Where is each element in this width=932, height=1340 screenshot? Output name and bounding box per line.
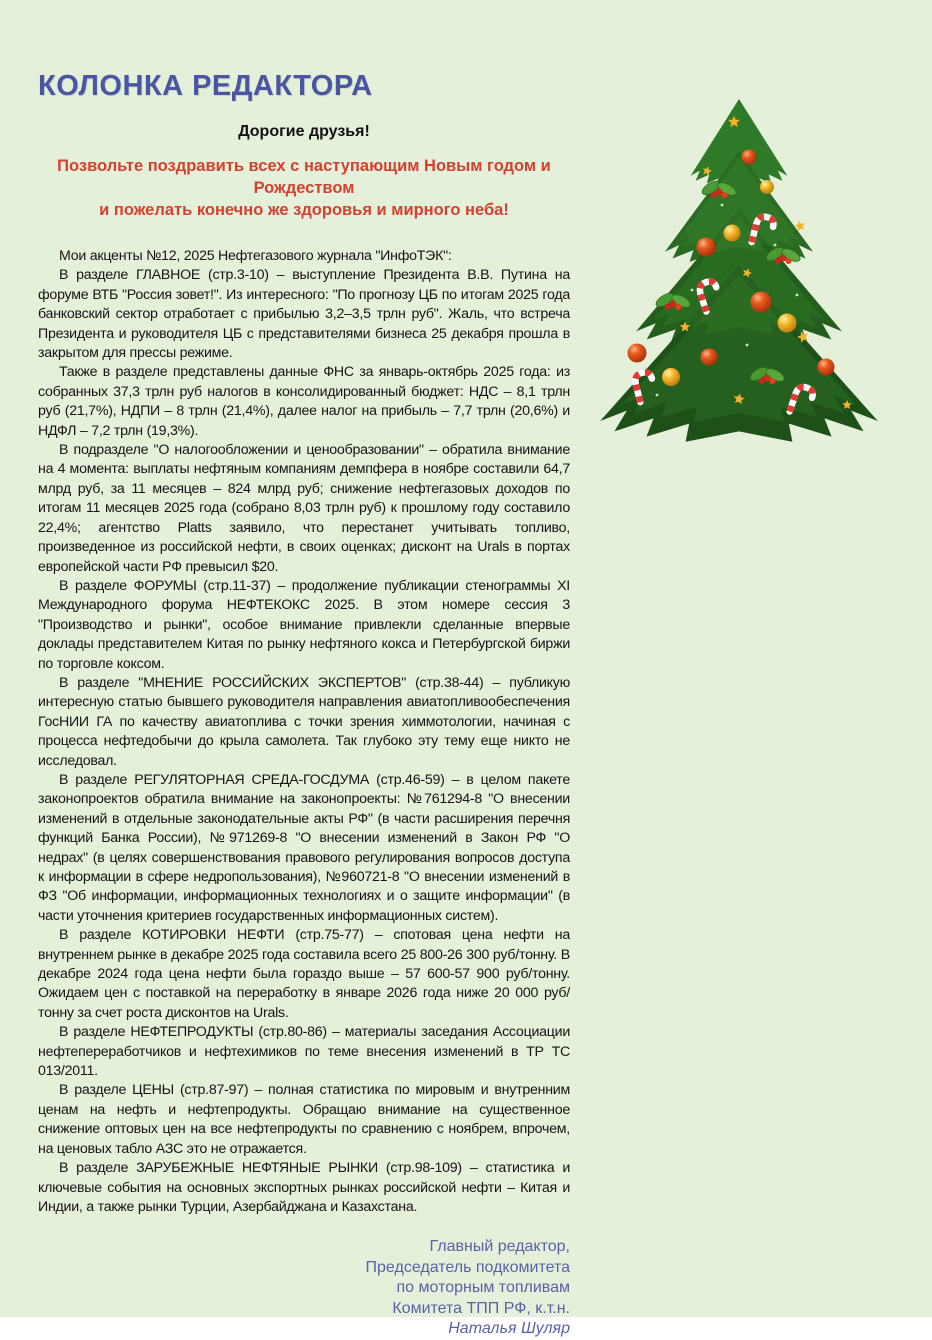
christmas-tree-icon bbox=[597, 95, 883, 447]
body-paragraph: В разделе ГЛАВНОЕ (стр.3-10) – выступление Президента В.В. Путина на форуме ВТБ "Россия зовет!". Из интересного: "По прогнозу ЦБ по итогам 2025 года банковский сектор отработает с прибылью 3,2–3,5 трлн руб". Жаль, что встреча Президента и руководителя ЦБ с представителями бизнеса 25 декабря прошла в закрытом для прессы режиме. bbox=[38, 267, 570, 362]
editor-notes bbox=[38, 247, 570, 1217]
text-column bbox=[38, 70, 570, 1340]
body-paragraph: В разделе КОТИРОВКИ НЕФТИ (стр.75-77) – спотовая цена нефти на внутреннем рынке в декабре 2025 года составила всего 25 800-26 300 руб/тонну. В декабре 2024 года цена нефти была гораздо выше – 57 600-57 900 руб/тонну. Ожидаем цен с поставкой на переработку в январе 2026 года ниже 20 000 руб/тонну за счет роста дисконтов на Urals. bbox=[38, 927, 570, 1021]
greeting: Дорогие друзья! bbox=[238, 123, 370, 140]
body-paragraph: Также в разделе представлены данные ФНС за январь-октябрь 2025 года: из собранных 37,3 трлн руб налогов в консолидированный бюджет: НДС – 8,1 трлн руб (21,7%), НДПИ – 8 трлн (21,4%), далее налог на прибыль – 7,7 трлн (20,6%) и НДФЛ – 7,2 трлн (19,3%). bbox=[38, 364, 570, 439]
body-paragraph: В разделе "МНЕНИЕ РОССИЙСКИХ ЭКСПЕРТОВ" (стр.38-44) – публикую интересную статью бывшего руководителя направления авиатопливообеспечения ГосНИИ ГА по качеству авиатоплива с точки зрения химмотологии, начиная с процесса нефтедобычи до крыла самолета. Так глубоко эту тему еще никто не исследовал. bbox=[38, 674, 570, 769]
body-paragraph: В разделе НЕФТЕПРОДУКТЫ (стр.80-86) – материалы заседания Ассоциации нефтепереработчиков и нефтехимиков по теме внесения изменений в ТР ТС 013/2011. bbox=[38, 1024, 570, 1080]
signature-line: Главный редактор, bbox=[429, 1238, 570, 1256]
signature-line: Председатель подкомитета bbox=[365, 1258, 570, 1276]
page-title: КОЛОНКА РЕДАКТОРА bbox=[38, 70, 373, 102]
signature-block bbox=[38, 1237, 570, 1340]
body-paragraph: В разделе ФОРУМЫ (стр.11-37) – продолжение публикации стенограммы XI Международного форума НЕФТЕКОКС 2025. В этом номере сессия 3 "Производство и рынки", особое внимание привлекли сделанные впервые доклады представителем Китая по рынку нефтяного кокса и Петербургской биржи по торговле коксом. bbox=[38, 577, 570, 672]
signature-name: Наталья Шуляр bbox=[448, 1320, 570, 1338]
body-paragraph: Мои акценты №12, 2025 Нефтегазового журнала "ИнфоТЭК": bbox=[59, 248, 452, 264]
holiday-message bbox=[38, 155, 570, 221]
body-paragraph: В разделе ЗАРУБЕЖНЫЕ НЕФТЯНЫЕ РЫНКИ (стр.98-109) – статистика и ключевые события на основных экспортных рынках российской нефти – Китая и Индии, а также рынки Турции, Азербайджана и Казахстана. bbox=[38, 1160, 570, 1215]
body-paragraph: В разделе РЕГУЛЯТОРНАЯ СРЕДА-ГОСДУМА (стр.46-59) – в целом пакете законопроектов обратила внимание на законопроекты: №761294-8 "О внесении изменений в отдельные законодательные акты РФ" (в части расширения перечня функций Банка России), №971269-8 "О внесении изменений в Закон РФ "О недрах" (в целях совершенствования правового регулирования вопросов доступа к информации в сфере недропользования), №960721-8 "О внесении изменений в ФЗ "Об информации, информационных технологиях и о защите информации" (в части уточнения критериев государственных информационных систем). bbox=[38, 771, 570, 924]
signature-line: по моторным топливам bbox=[396, 1279, 570, 1297]
body-paragraph: В подразделе "О налогообложении и ценообразовании" – обратила внимание на 4 момента: выплаты нефтяным компаниям демпфера в ноябре составили 64,7 млрд руб, за 11 месяцев – 824 млрд руб; снижение нефтегазовых доходов по итогам 11 месяцев 2025 года (собрано 8,03 трлн руб) к прошлому году составило 22,4%; агентство Platts заявило, что перестанет учитывать топливо, произведенное из российской нефти, в своих оценках; дисконт на Urals в портах европейской части РФ превысил $20. bbox=[38, 442, 570, 575]
signature-line: Комитета ТПП РФ, к.т.н. bbox=[392, 1299, 570, 1317]
body-paragraph: В разделе ЦЕНЫ (стр.87-97) – полная статистика по мировым и внутренним ценам на нефть и нефтепродукты. Обращаю внимание на существенное снижение оптовых цен на все нефтепродукты по сравнению с ноябрем, впрочем, на ценовых табло АЗС это не отражается. bbox=[38, 1082, 570, 1157]
holiday-message-line: Позвольте поздравить всех с наступающим Новым годом и Рождеством bbox=[57, 157, 551, 197]
holiday-message-line: и пожелать конечно же здоровья и мирного неба! bbox=[99, 201, 509, 219]
